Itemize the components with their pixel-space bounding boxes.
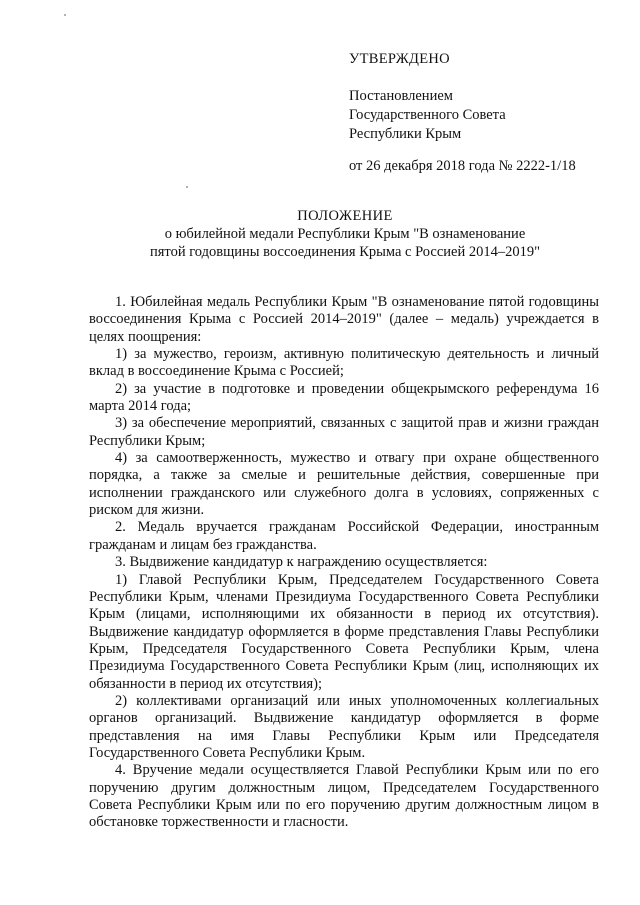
- paragraph: 3) за обеспечение мероприятий, связанных с защитой прав и жизни граждан Республики Крым;: [89, 415, 599, 449]
- paragraph: 1. Юбилейная медаль Республики Крым "В ознаменование пятой годовщины воссоединения Крыма с Россией 2014–2019" (далее – медаль) учреждается в целях поощрения:: [89, 294, 599, 345]
- approval-date: от 26 декабря 2018 года № 2222-1/18: [349, 158, 576, 174]
- document-title: ПОЛОЖЕНИЕ: [297, 208, 393, 224]
- paragraph: 4. Вручение медали осуществляется Главой Республики Крым или по его поручению другим должностным лицом, Председателем Государственного Совета Республики Крым или по его поручению другим должностным лицом в обстановке торжественности и гласности.: [89, 762, 599, 831]
- paragraph: 4) за самоотверженность, мужество и отвагу при охране общественного порядка, а также за смелые и решительные действия, совершенные при исполнении гражданского или служебного долга в условиях, сопряженных с риском для жизни.: [89, 450, 599, 519]
- scan-speck: [186, 186, 188, 188]
- scan-speck: [64, 14, 66, 16]
- document-heading: [90, 207, 600, 261]
- paragraph: 1) за мужество, героизм, активную политическую деятельность и личный вклад в воссоединение Крыма с Россией;: [89, 346, 599, 380]
- paragraph: 3. Выдвижение кандидатур к награждению осуществляется:: [115, 554, 488, 571]
- paragraph: 2) за участие в подготовке и проведении общекрымского референдума 16 марта 2014 года;: [89, 380, 599, 415]
- paragraph: 1) Главой Республики Крым, Председателем Государственного Совета Республики Крым, членами Президиума Государственного Совета Республики Крым (лицами, исполняющими их обязанности в период их отсутствия). Выдвижение кандидатур оформляется в форме представления Главы Республики Крым, Председателя Государственного Совета Республики Крым, члена Президиума Государственного Совета Республики Крым (лиц, исполняющих их обязанности в период их отсутствия);: [89, 571, 599, 692]
- approval-block: [349, 50, 619, 176]
- paragraph: 2) коллективами организаций или иных уполномоченных коллегиальных органов организаций. Выдвижение кандидатур оформляется в форме представления на имя Главы Республики Крым или Председателя Государственного Совета Республики Крым.: [89, 692, 599, 761]
- document-body: [89, 294, 599, 832]
- approval-title: УТВЕРЖДЕНО: [349, 51, 450, 67]
- approval-organization: Постановлением Государственного Совета Республики Крым: [349, 88, 506, 142]
- paragraph: 2. Медаль вручается гражданам Российской Федерации, иностранным гражданам и лицам без гражданства.: [89, 519, 599, 553]
- document-subtitle: о юбилейной медали Республики Крым "В ознаменование пятой годовщины воссоединения Крыма с Россией 2014–2019": [150, 226, 540, 260]
